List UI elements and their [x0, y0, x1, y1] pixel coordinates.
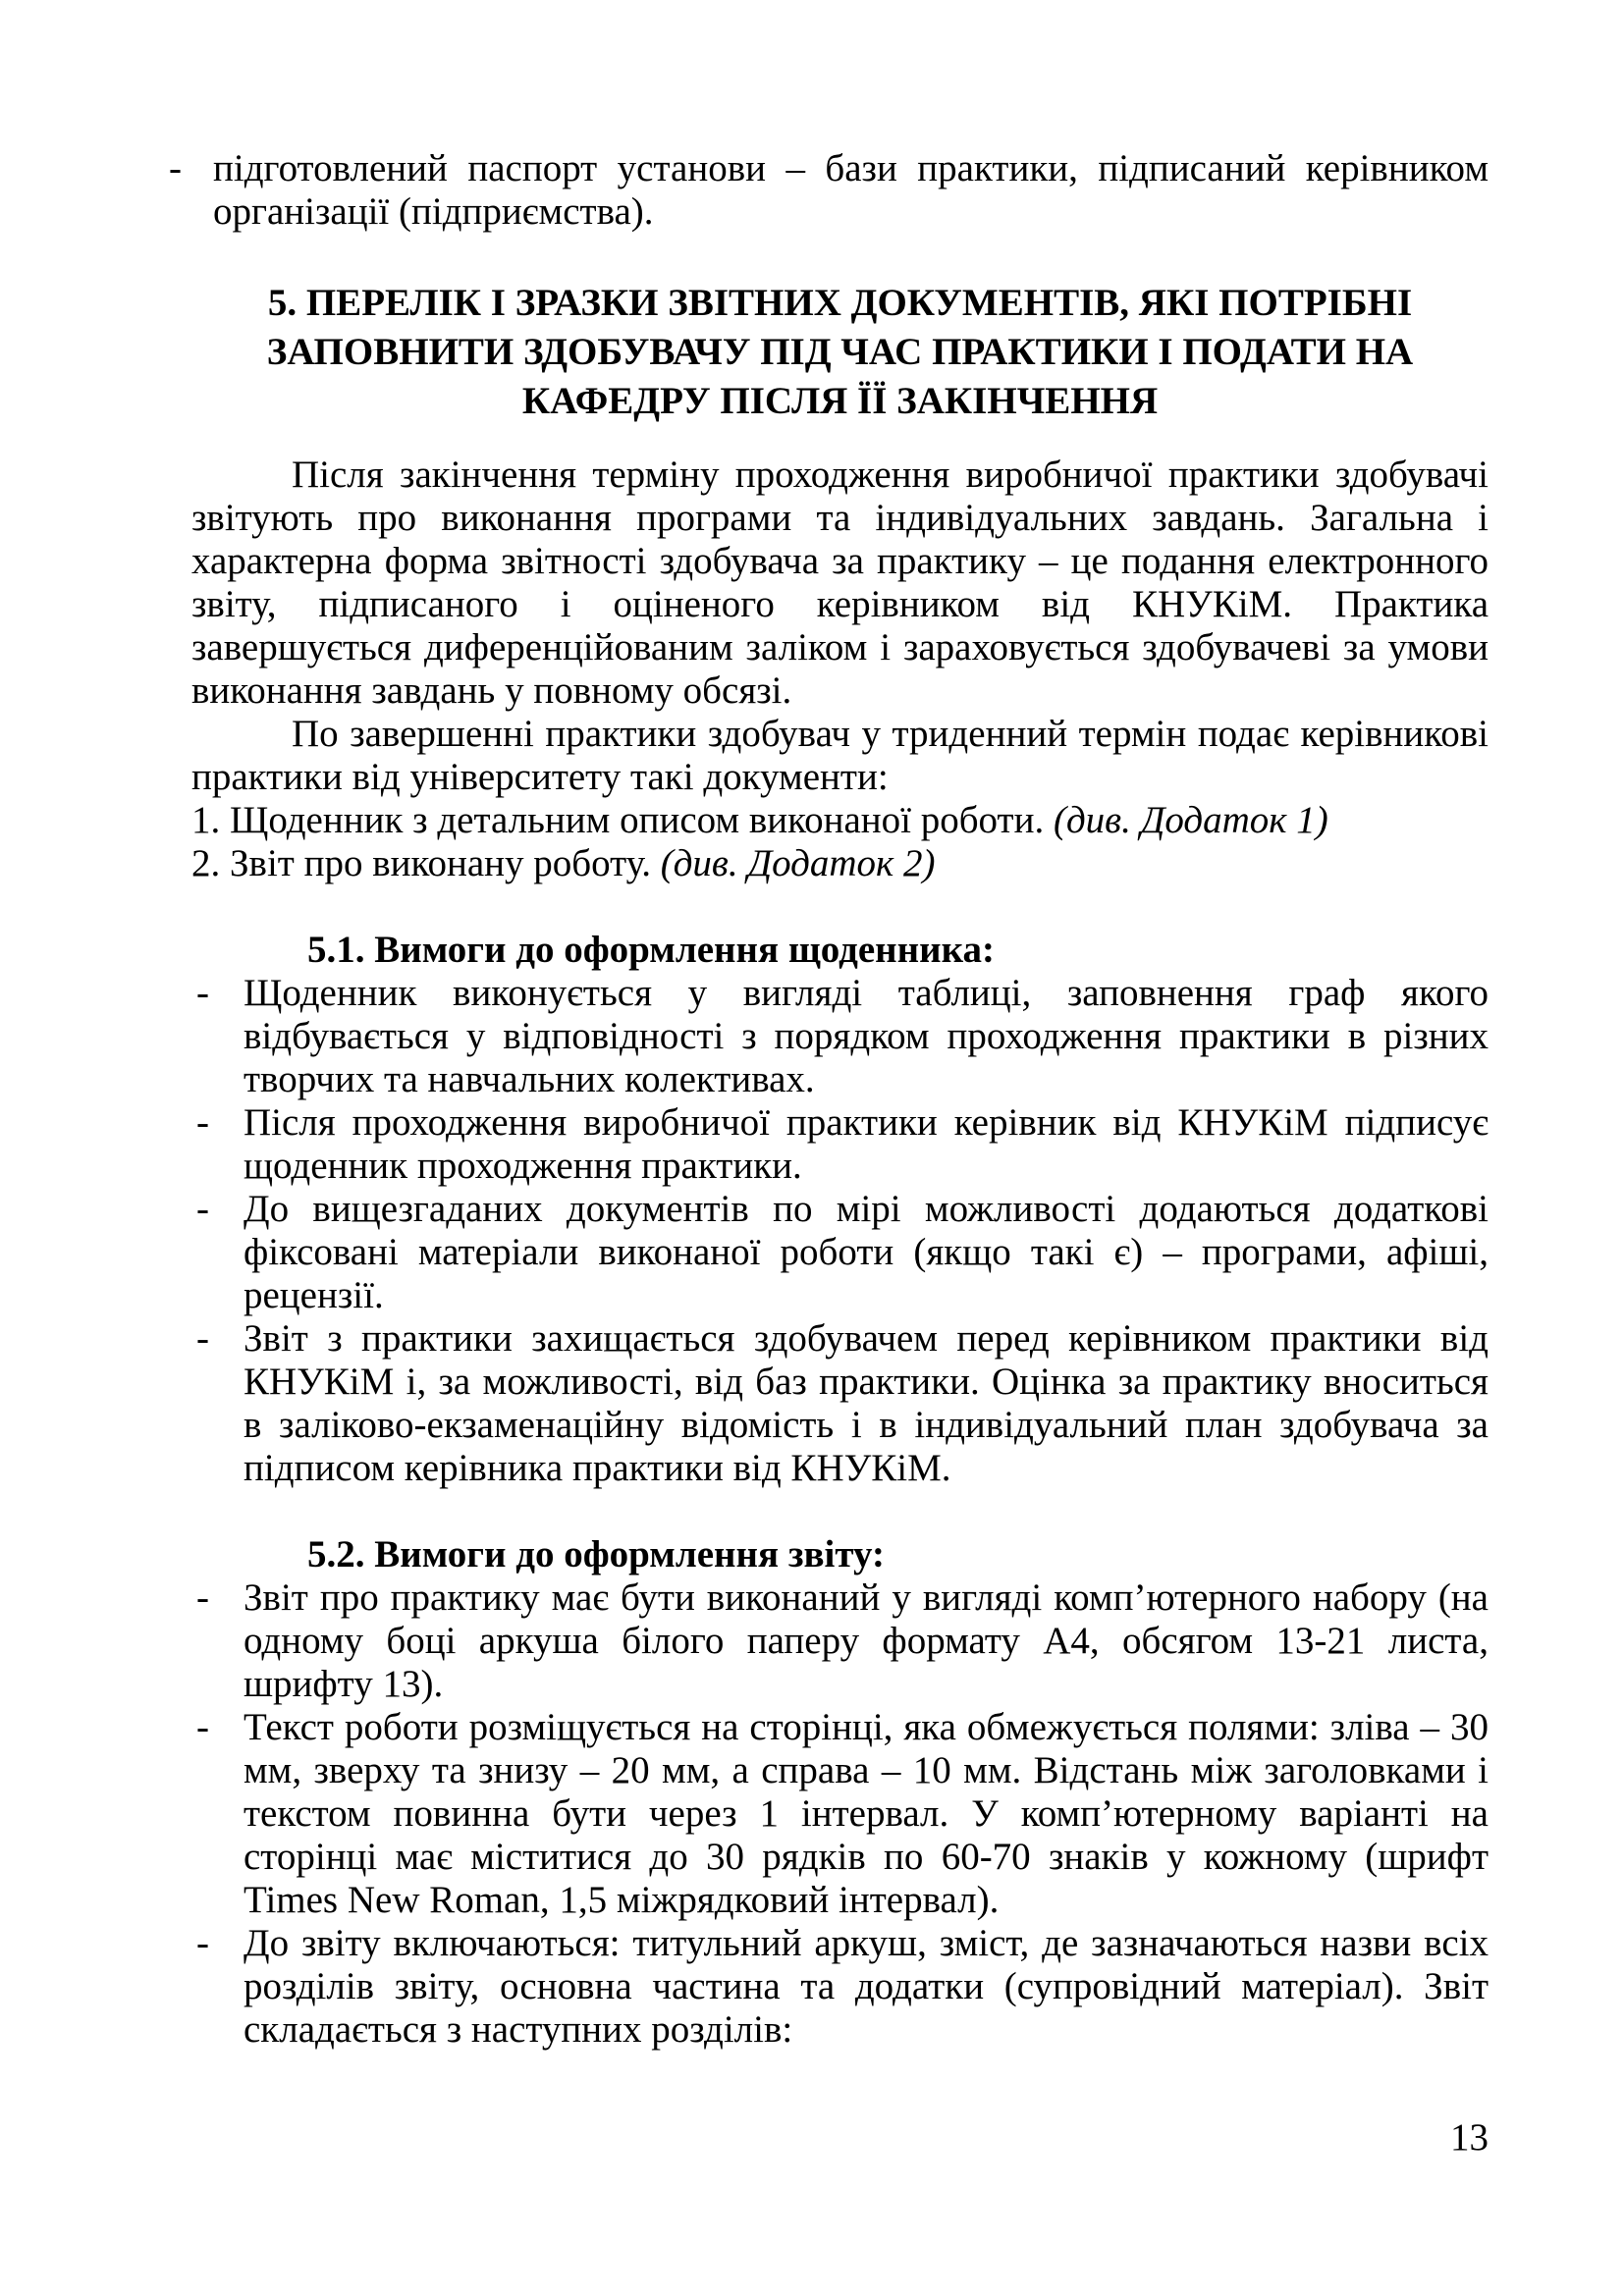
numbered-item-report — [191, 842, 1489, 885]
paragraph-practice-report: Після закінчення терміну проходження виробничої практики здобувачі звітують про виконання програми та індивідуальних завдань. Загальна і характерна форма звітності здобувача за практику – це подання електронного звіту, підписаного і оціненого керівником від КНУКіМ. Практика завершується диференційованим заліком і зараховується здобувачеві за умови виконання завдань у повному обсязі. — [191, 454, 1489, 712]
bullet-dash: - — [196, 1317, 209, 1360]
page-content — [169, 147, 1489, 2052]
section-52-item — [196, 1922, 1489, 2052]
numbered-item-diary — [191, 799, 1489, 842]
numbered-item-number: 1. — [191, 799, 221, 841]
numbered-item-number: 2. — [191, 842, 221, 884]
section-51-item-text: Щоденник виконується у вигляді таблиці, заповнення граф якого відбувається у відповідності з порядком проходження практики в різних творчих та навчальних колективах. — [244, 972, 1489, 1100]
section-51-item — [196, 1317, 1489, 1490]
section-51-item-text: Звіт з практики захищається здобувачем перед керівником практики від КНУКіМ і, за можливості, від баз практики. Оцінка за практику вноситься в заліково-екзаменаційну відомість і в індивідуальний план здобувача за підписом керівника практики від КНУКіМ. — [244, 1317, 1489, 1489]
section-51-item — [196, 1101, 1489, 1188]
section-5-heading: 5. ПЕРЕЛІК І ЗРАЗКИ ЗВІТНИХ ДОКУМЕНТІВ, ЯКІ ПОТРІБНІ ЗАПОВНИТИ ЗДОБУВАЧУ ПІД ЧАС ПРАКТИКИ І ПОДАТИ НА КАФЕДРУ ПІСЛЯ ЇЇ ЗАКІНЧЕННЯ — [266, 282, 1414, 422]
numbered-item-text: Звіт про виконану роботу. — [230, 842, 651, 884]
section-52-item-text: Звіт про практику має бути виконаний у вигляді комп’ютерного набору (на одному боці аркуша білого паперу формату А4, обсягом 13-21 листа, шрифту 13). — [244, 1576, 1489, 1705]
bullet-dash: - — [196, 1188, 209, 1230]
section-51-heading: 5.1. Вимоги до оформлення щоденника: — [307, 929, 995, 971]
section-51-item-text: До вищезгаданих документів по мірі можливості додаються додаткові фіксовані матеріали виконаної роботи (якщо такі є) – програми, афіші, рецензії. — [244, 1188, 1489, 1316]
section-52-item-text: Текст роботи розміщується на сторінці, яка обмежується полями: зліва – 30 мм, зверху та знизу – 20 мм, а справа – 10 мм. Відстань між заголовками і текстом повинна бути через 1 інтервал. У комп’ютерному варіанті на сторінці має міститися до 30 рядків по 60-70 знаків у кожному (шрифт Times New Roman, 1,5 міжрядковий інтервал). — [244, 1706, 1489, 1921]
bullet-dash: - — [196, 1576, 209, 1619]
bullet-dash: - — [196, 1706, 209, 1748]
section-51-item — [196, 972, 1489, 1101]
paragraph-documents-intro: По завершенні практики здобувач у триденний термін подає керівникові практики від університету такі документи: — [191, 713, 1489, 798]
section-52-item — [196, 1576, 1489, 1706]
numbered-item-text: Щоденник з детальним описом виконаної роботи. — [230, 799, 1045, 841]
numbered-item-appendix-ref: (див. Додаток 2) — [660, 842, 936, 884]
section-52-item-text: До звіту включаються: титульний аркуш, зміст, де зазначаються назви всіх розділів звіту, основна частина та додатки (супровідний матеріал). Звіт складається з наступних розділів: — [244, 1922, 1489, 2051]
bullet-dash: - — [196, 1101, 209, 1144]
intro-list-item-text: підготовлений паспорт установи – бази практики, підписаний керівником організації (підприємства). — [213, 147, 1489, 233]
section-51-item — [196, 1188, 1489, 1317]
intro-list-item — [169, 147, 1489, 234]
section-52-heading: 5.2. Вимоги до оформлення звіту: — [307, 1533, 886, 1575]
section-51-item-text: Після проходження виробничої практики керівник від КНУКіМ підписує щоденник проходження практики. — [244, 1101, 1489, 1187]
bullet-dash: - — [196, 972, 209, 1014]
bullet-dash: - — [169, 147, 182, 189]
bullet-dash: - — [196, 1922, 209, 1964]
page-number: 13 — [1450, 2116, 1489, 2159]
section-52-item — [196, 1706, 1489, 1922]
numbered-item-appendix-ref: (див. Додаток 1) — [1053, 799, 1328, 841]
